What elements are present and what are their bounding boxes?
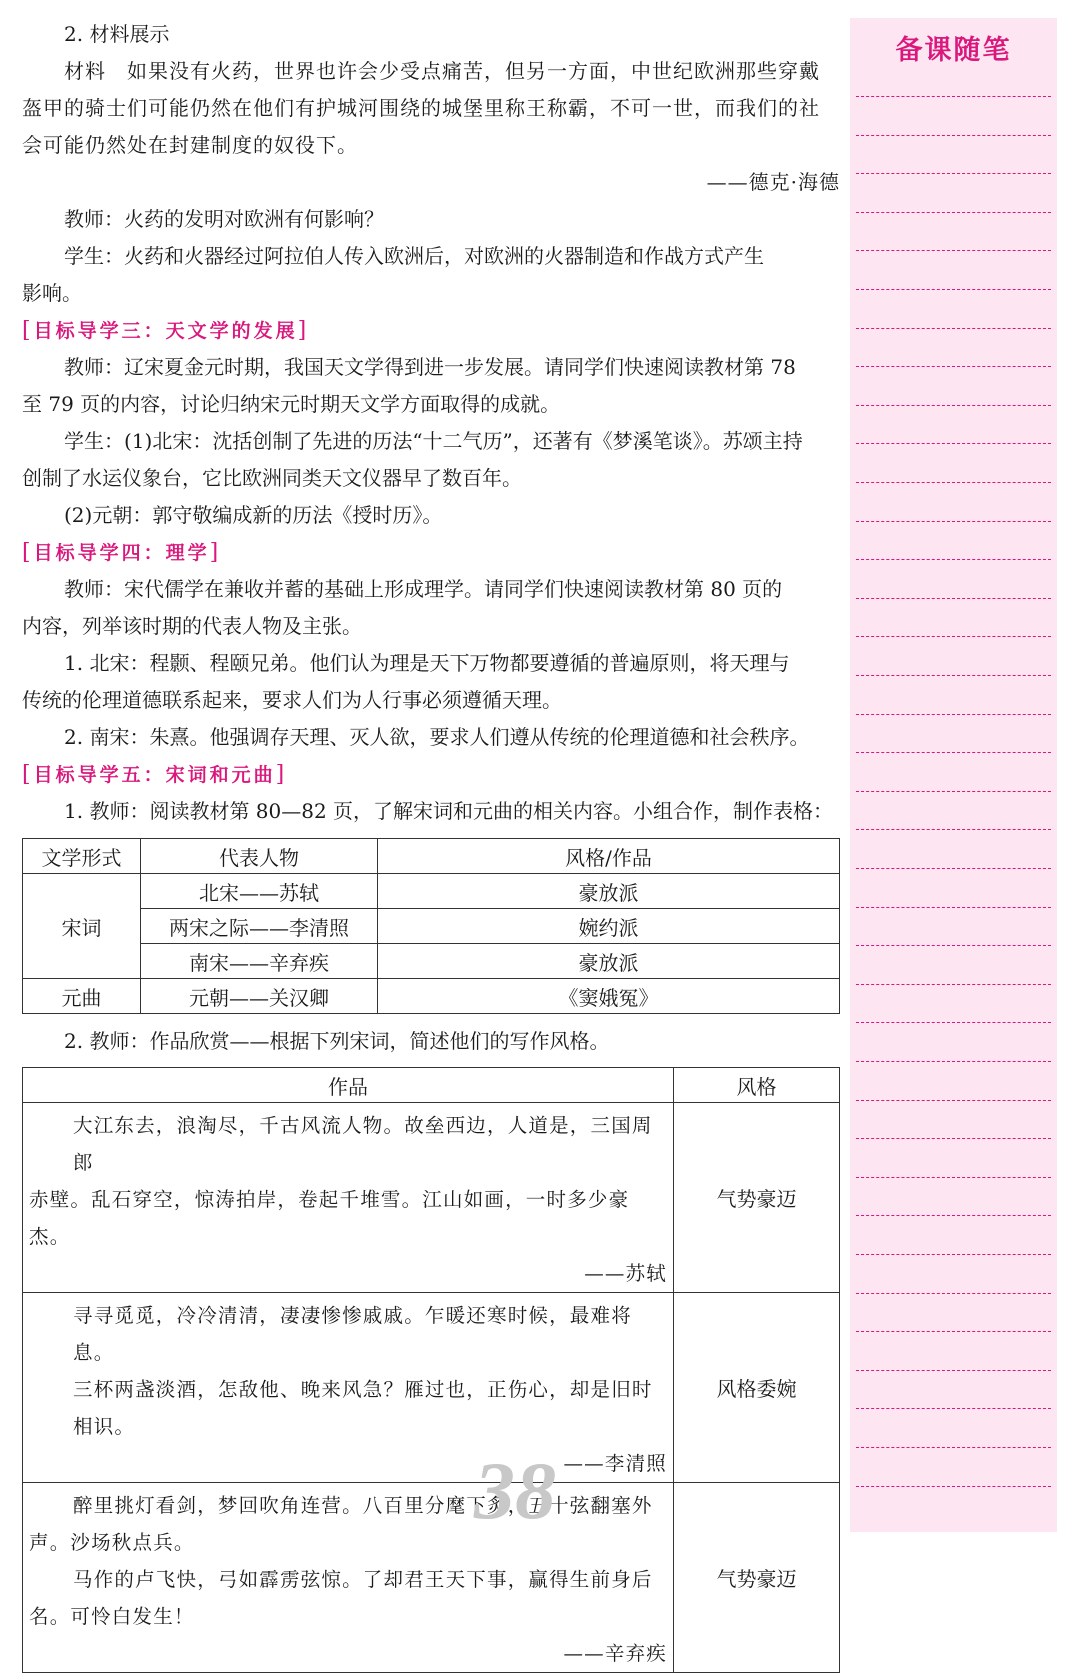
table-header-row (23, 1068, 840, 1103)
poem-line: 三杯两盏淡酒，怎敌他、晚来风急？雁过也，正伤心，却是旧时相识。 (73, 1378, 653, 1438)
poem-line: 名。可怜白发生！ (29, 1605, 195, 1628)
paragraph: 教师：辽宋夏金元时期，我国天文学得到进一步发展。请同学们快速阅读教材第 78 (64, 355, 796, 379)
note-line (856, 1293, 1051, 1294)
style-cell: 风格委婉 (674, 1293, 840, 1483)
paragraph: 1. 教师：阅读教材第 80—82 页，了解宋词和元曲的相关内容。小组合作，制作表格： (64, 799, 834, 823)
note-line (856, 405, 1051, 406)
table-row (23, 944, 840, 979)
table-row (23, 1103, 840, 1293)
paragraph: 教师：宋代儒学在兼收并蓄的基础上形成理学。请同学们快速阅读教材第 80 页的 (64, 577, 783, 601)
table-header-row (23, 839, 840, 874)
paragraph: 传统的伦理道德联系起来，要求人们为人行事必须遵循天理。 (22, 688, 562, 712)
note-line (856, 907, 1051, 908)
poem-cell (23, 1293, 674, 1483)
note-line (856, 173, 1051, 174)
table-header: 文学形式 (23, 839, 141, 874)
table-cell: 宋词 (23, 874, 141, 979)
paragraph: 内容，列举该时期的代表人物及主张。 (22, 614, 362, 638)
paragraph: 教师：火药的发明对欧洲有何影响？ (64, 207, 384, 231)
note-line (856, 1408, 1051, 1409)
note-line (856, 328, 1051, 329)
table-cell: 元曲 (23, 979, 141, 1014)
note-line (856, 212, 1051, 213)
table-cell: 北宋——苏轼 (141, 874, 378, 909)
note-line (856, 135, 1051, 136)
note-line (856, 1138, 1051, 1139)
paragraph: 2. 教师：作品欣赏——根据下列宋词，简述他们的写作风格。 (64, 1029, 610, 1053)
section-heading: [目标导学三：天文学的发展] (22, 318, 310, 343)
material-text: 盔甲的骑士们可能仍然在他们有护城河围绕的城堡里称王称霸，不可一世，而我们的社 (22, 96, 820, 120)
sidebar-title: 备课随笔 (895, 35, 1012, 66)
poem-line: 赤壁。乱石穿空，惊涛拍岸，卷起千堆雪。江山如画，一时多少豪杰。 (29, 1188, 630, 1248)
note-line (856, 1061, 1051, 1062)
poem-author: ——辛弃疾 (563, 1642, 667, 1665)
literature-table (22, 838, 840, 1014)
table-header: 作品 (23, 1068, 674, 1103)
poem-line: 马作的卢飞快，弓如霹雳弦惊。了却君王天下事，赢得生前身后 (73, 1568, 653, 1591)
poem-author: ——李清照 (563, 1452, 667, 1475)
table-row (23, 874, 840, 909)
note-line (856, 945, 1051, 946)
note-line (856, 1370, 1051, 1371)
section-heading: [目标导学五：宋词和元曲] (22, 762, 288, 787)
note-line (856, 289, 1051, 290)
table-header: 代表人物 (141, 839, 378, 874)
poem-line: 声。沙场秋点兵。 (29, 1531, 195, 1554)
note-line (856, 559, 1051, 560)
quote-author: ——德克·海德 (706, 170, 840, 194)
note-line (856, 636, 1051, 637)
note-line (856, 482, 1051, 483)
note-line (856, 598, 1051, 599)
poem-line: 寻寻觅觅，冷冷清清，凄凄惨惨戚戚。乍暖还寒时候，最难将息。 (73, 1304, 632, 1364)
table-row (23, 1483, 840, 1673)
note-line (856, 366, 1051, 367)
note-line (856, 1254, 1051, 1255)
table-cell: 南宋——辛弃疾 (141, 944, 378, 979)
note-line (856, 1486, 1051, 1487)
note-line (856, 521, 1051, 522)
table-row (23, 909, 840, 944)
table-cell: 《窦娥冤》 (378, 979, 840, 1014)
style-cell: 气势豪迈 (674, 1103, 840, 1293)
paragraph: 至 79 页的内容，讨论归纳宋元时期天文学方面取得的成就。 (22, 392, 561, 416)
table-row (23, 979, 840, 1014)
note-line (856, 984, 1051, 985)
style-cell: 气势豪迈 (674, 1483, 840, 1673)
notes-sidebar (850, 18, 1057, 1532)
poetry-table (22, 1067, 840, 1673)
note-line (856, 675, 1051, 676)
note-line (856, 1022, 1051, 1023)
note-line (856, 1331, 1051, 1332)
table-cell: 婉约派 (378, 909, 840, 944)
table-header: 风格 (674, 1068, 840, 1103)
poem-line: 大江东去，浪淘尽，千古风流人物。故垒西边，人道是，三国周郎 (73, 1114, 653, 1174)
poem-cell (23, 1483, 674, 1673)
poem-line: 醉里挑灯看剑，梦回吹角连营。八百里分麾下炙，五十弦翻塞外 (73, 1494, 653, 1517)
table-cell: 豪放派 (378, 944, 840, 979)
paragraph: (2)元朝：郭守敬编成新的历法《授时历》。 (64, 503, 443, 527)
paragraph: 1. 北宋：程颢、程颐兄弟。他们认为理是天下万物都要遵循的普遍原则，将天理与 (64, 651, 790, 675)
table-cell: 元朝——关汉卿 (141, 979, 378, 1014)
paragraph: 2. 南宋：朱熹。他强调存天理、灭人欲，要求人们遵从传统的伦理道德和社会秩序。 (64, 725, 810, 749)
paragraph: 影响。 (22, 281, 82, 305)
table-header: 风格/作品 (378, 839, 840, 874)
table-cell: 豪放派 (378, 874, 840, 909)
note-line (856, 791, 1051, 792)
note-line (856, 1447, 1051, 1448)
material-text: 材料 如果没有火药，世界也许会少受点痛苦，但另一方面，中世纪欧洲那些穿戴 (64, 59, 820, 83)
poem-cell (23, 1103, 674, 1293)
note-line (856, 1100, 1051, 1101)
note-line (856, 1215, 1051, 1216)
table-row (23, 1293, 840, 1483)
table-cell: 两宋之际——李清照 (141, 909, 378, 944)
section-heading: [目标导学四：理学] (22, 540, 222, 565)
note-line (856, 714, 1051, 715)
section-label: 2. 材料展示 (64, 22, 170, 46)
note-line (856, 96, 1051, 97)
note-line (856, 443, 1051, 444)
note-line (856, 250, 1051, 251)
paragraph: 学生：(1)北宋：沈括创制了先进的历法“十二气历”，还著有《梦溪笔谈》。苏颂主持 (64, 429, 803, 453)
poem-author: ——苏轼 (584, 1262, 667, 1285)
paragraph: 学生：火药和火器经过阿拉伯人传入欧洲后，对欧洲的火器制造和作战方式产生 (64, 244, 764, 268)
note-line (856, 829, 1051, 830)
page-number: 38 (474, 1445, 556, 1536)
note-line (856, 752, 1051, 753)
material-text: 会可能仍然处在封建制度的奴役下。 (22, 133, 358, 157)
note-line (856, 868, 1051, 869)
note-line (856, 1177, 1051, 1178)
paragraph: 创制了水运仪象台，它比欧洲同类天文仪器早了数百年。 (22, 466, 522, 490)
